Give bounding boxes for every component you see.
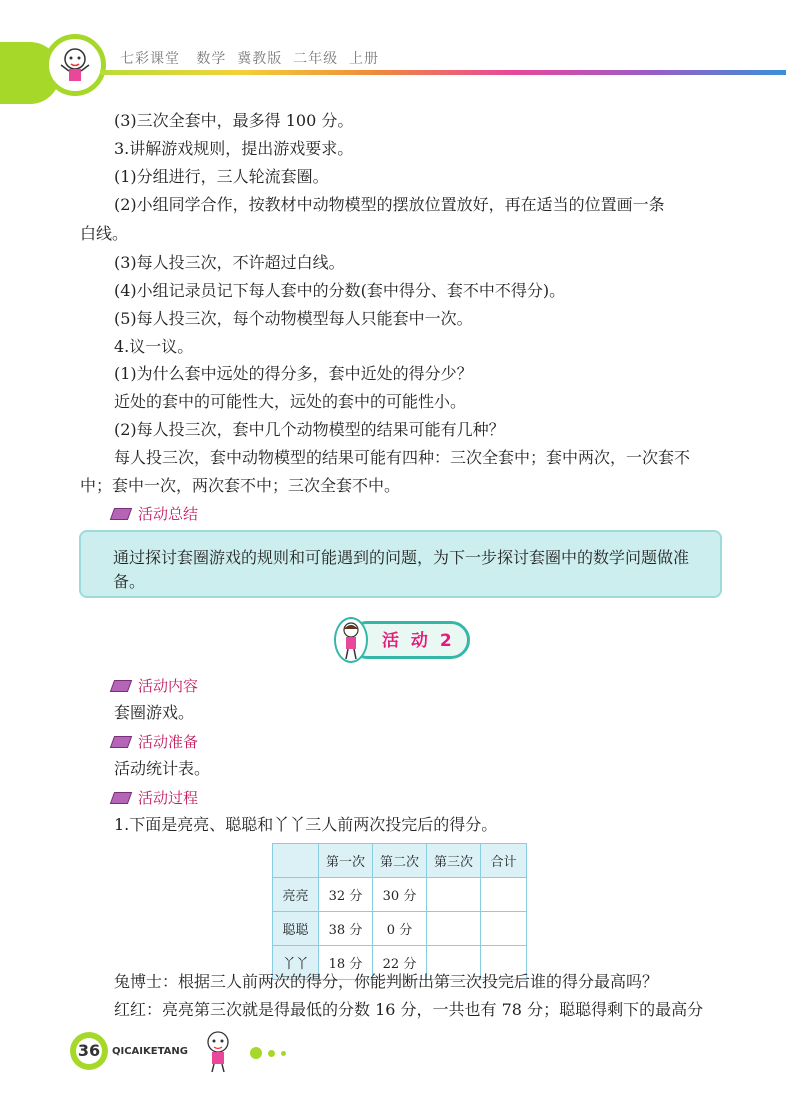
table-cell: 18 分 <box>319 946 373 980</box>
table-header-cell: 第一次 <box>319 844 373 878</box>
page-number-badge <box>70 1032 108 1070</box>
text-line: 白线。 <box>80 224 129 243</box>
text-line: 3.讲解游戏规则，提出游戏要求。 <box>114 139 354 158</box>
text-line: 近处的套中的可能性大，远处的套中的可能性小。 <box>114 392 467 411</box>
table-cell <box>481 878 527 912</box>
table-header-row <box>273 844 527 878</box>
eraser-icon <box>110 792 132 804</box>
eraser-icon <box>110 736 132 748</box>
footer-dot <box>250 1047 262 1059</box>
table-row <box>273 912 527 946</box>
table-cell: 32 分 <box>319 878 373 912</box>
prep-text: 活动统计表。 <box>114 759 211 778</box>
page-number: 36 <box>76 1038 102 1064</box>
page-header <box>0 30 800 110</box>
summary-box <box>79 530 722 598</box>
table-cell <box>481 912 527 946</box>
activity-label: 活 动 2 <box>382 631 455 651</box>
child-mascot-icon <box>334 617 368 663</box>
mascot-icon <box>44 34 106 96</box>
section-heading-process: 活动过程 <box>112 787 198 808</box>
text-line: (2)每人投三次，套中几个动物模型的结果可能有几种？ <box>114 420 505 439</box>
table-header-cell <box>273 844 319 878</box>
table-cell: 38 分 <box>319 912 373 946</box>
text-line: (4)小组记录员记下每人套中的分数(套中得分、套不中不得分)。 <box>114 281 566 300</box>
table-cell: 丫丫 <box>273 946 319 980</box>
table-header-cell: 合计 <box>481 844 527 878</box>
header-rainbow-bar <box>100 70 786 75</box>
section-heading-prep: 活动准备 <box>112 731 198 752</box>
table-header-cell: 第二次 <box>373 844 427 878</box>
table-row <box>273 878 527 912</box>
table-cell <box>427 912 481 946</box>
footer-brand: QICAIKETANG <box>112 1046 188 1057</box>
header-title: 七彩课堂 数学 冀教版 二年级 上册 <box>120 51 380 67</box>
table-cell: 0 分 <box>373 912 427 946</box>
text-line: (3)三次全套中，最多得 100 分。 <box>114 111 354 130</box>
table-cell <box>427 878 481 912</box>
footer-dot <box>268 1050 275 1057</box>
text-line: (1)为什么套中远处的得分多，套中近处的得分少？ <box>114 364 473 383</box>
eraser-icon <box>110 680 132 692</box>
text-line: (5)每人投三次，每个动物模型每人只能套中一次。 <box>114 309 473 328</box>
table-cell: 亮亮 <box>273 878 319 912</box>
footer-dot <box>281 1051 286 1056</box>
text-line: 中；套中一次，两次套不中；三次全套不中。 <box>80 476 401 495</box>
text-line: 每人投三次，套中动物模型的结果可能有四种：三次全套中；套中两次，一次套不 <box>114 448 691 467</box>
table-cell: 30 分 <box>373 878 427 912</box>
text-line: 红红：亮亮第三次就是得最低的分数 16 分，一共也有 78 分；聪聪得剩下的最高分 <box>114 1000 704 1019</box>
content-text: 套圈游戏。 <box>114 703 195 722</box>
table-cell: 22 分 <box>373 946 427 980</box>
text-line: (1)分组进行，三人轮流套圈。 <box>114 167 329 186</box>
text-line: (2)小组同学合作，按教材中动物模型的摆放位置放好，再在适当的位置画一条 <box>114 195 665 214</box>
process-intro: 1.下面是亮亮、聪聪和丫丫三人前两次投完后的得分。 <box>114 815 498 834</box>
text-line: 4.议一议。 <box>114 337 194 356</box>
table-header-cell: 第三次 <box>427 844 481 878</box>
section-heading-content: 活动内容 <box>112 675 198 696</box>
table-cell: 聪聪 <box>273 912 319 946</box>
text-line: 兔博士：根据三人前两次的得分，你能判断出第三次投完后谁的得分最高吗？ <box>114 972 659 991</box>
activity-badge <box>330 617 472 663</box>
footer-mascot-icon <box>200 1028 236 1074</box>
eraser-icon <box>110 508 132 520</box>
text-line: (3)每人投三次，不许超过白线。 <box>114 253 345 272</box>
summary-text: 通过探讨套圈游戏的规则和可能遇到的问题，为下一步探讨套圈中的数学问题做准备。 <box>113 548 690 591</box>
section-heading-summary: 活动总结 <box>112 503 198 524</box>
score-table <box>272 843 527 980</box>
